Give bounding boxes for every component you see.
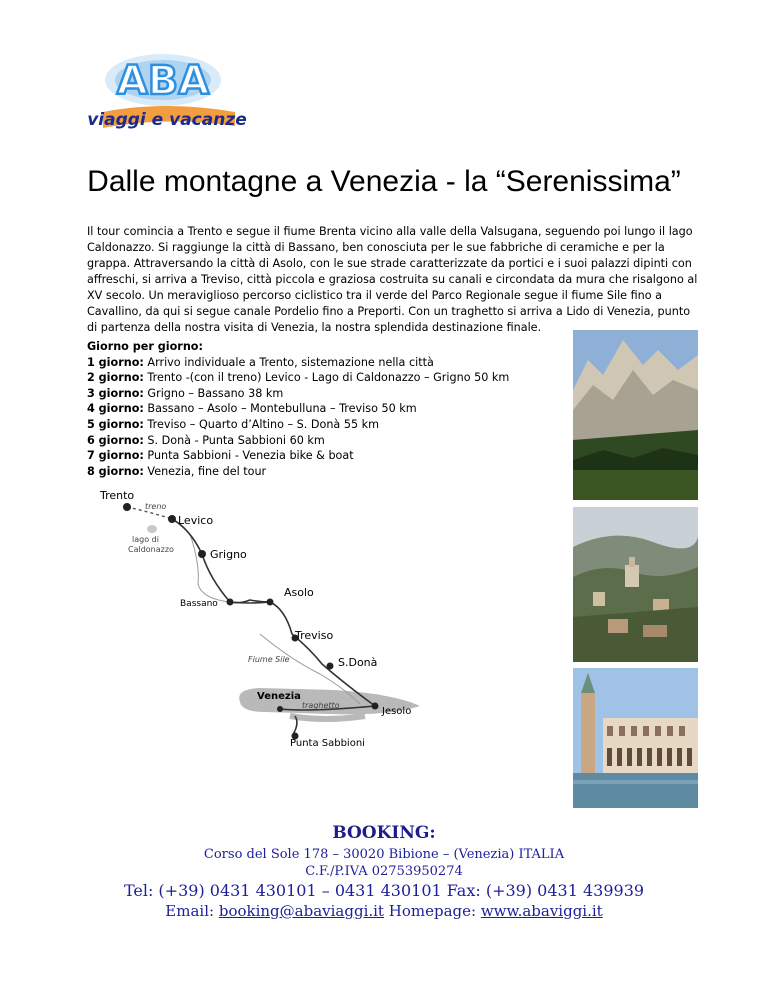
day-row: 5 giorno: Treviso – Quarto d’Altino – S. Donà 55 km — [87, 417, 379, 431]
map-label-lago: lago di — [132, 535, 159, 544]
page-title — [0, 165, 768, 199]
day-row: 6 giorno: S. Donà - Punta Sabbioni 60 km — [87, 433, 325, 447]
map-label-jesolo: Jesolo — [382, 706, 412, 717]
intro-paragraph: Il tour comincia a Trento e segue il fiume Brenta vicino alla valle della Valsugana, seguendo poi lungo il lago Caldonazzo. Si raggiunge la città di Bassano, ben conosciuta per le sue fabbriche di ceramiche e per la grappa. Attraversando la città di Asolo, con le sue strade caratterizzate da portici e i suoi palazzi dipinti con affreschi, si arriva a Treviso, città piccola e graziosa costruita su canali e circondata da mura che risalgono al XV secolo. Un meraviglioso percorso ciclistico tra il verde del Parco Regionale segue il fiume Sile fino a Cavallino, da qui si segue canale Pordelio fino a Preporti. Con un traghetto si arriva a Lido di Venezia, punto di partenza della nostra visita di Venezia, la nostra splendida destinazione finale. — [87, 225, 698, 334]
day-row: 1 giorno: Arrivo individuale a Trento, sistemazione nella città — [87, 355, 434, 369]
homepage-label: Homepage: — [388, 902, 477, 920]
map-label-bassano: Bassano — [180, 599, 218, 609]
email-link[interactable]: booking@abaviaggi.it — [218, 902, 384, 920]
booking-cf: C.F./P.IVA 02753950274 — [305, 864, 463, 879]
asolo-photo — [573, 507, 698, 662]
map-label-treno: treno — [145, 502, 167, 511]
day-row: 3 giorno: Grigno – Bassano 38 km — [87, 386, 284, 400]
map-label-trento: Trento — [100, 489, 135, 502]
venice-photo — [573, 668, 698, 808]
logo-brand: ABA — [116, 58, 210, 104]
logo-tagline: viaggi e vacanze — [87, 110, 247, 130]
map-label-traghetto: traghetto — [302, 701, 340, 710]
map-label-fiume-sile: Fiume Sile — [248, 655, 290, 664]
booking-contacts — [0, 902, 768, 920]
itinerary — [87, 339, 567, 479]
booking-phone: Tel: (+39) 0431 430101 – 0431 430101 Fax: (+39) 0431 439939 — [123, 881, 645, 900]
map-label-treviso: Treviso — [295, 629, 334, 642]
map-label-caldonazzo: Caldonazzo — [128, 545, 174, 554]
aba-logo — [75, 50, 260, 142]
mountain-photo — [573, 330, 698, 500]
map-label-sdona: S.Donà — [338, 656, 378, 669]
itinerary-heading: Giorno per giorno: — [87, 340, 203, 353]
route-map — [90, 484, 430, 754]
booking-address: Corso del Sole 178 – 30020 Bibione – (Venezia) ITALIA — [203, 847, 565, 862]
map-label-grigno: Grigno — [210, 548, 247, 561]
booking-title: BOOKING: — [332, 823, 436, 843]
map-label-asolo: Asolo — [284, 586, 314, 599]
day-row: 7 giorno: Punta Sabbioni - Venezia bike & boat — [87, 449, 354, 463]
day-row: 8 giorno: Venezia, fine del tour — [87, 464, 267, 478]
map-label-venezia: Venezia — [257, 691, 301, 702]
email-label: Email: — [165, 902, 215, 920]
day-row: 4 giorno: Bassano – Asolo – Montebulluna – Treviso 50 km — [87, 402, 417, 416]
map-label-levico: Levico — [178, 514, 214, 527]
homepage-link[interactable]: www.abaviggi.it — [480, 902, 603, 920]
map-label-punta-sabbioni: Punta Sabbioni — [290, 738, 365, 749]
day-row: 2 giorno: Trento -(con il treno) Levico - Lago di Caldonazzo – Grigno 50 km — [87, 371, 510, 385]
page-title-text: Dalle montagne a Venezia - la “Serenissima” — [87, 165, 681, 198]
